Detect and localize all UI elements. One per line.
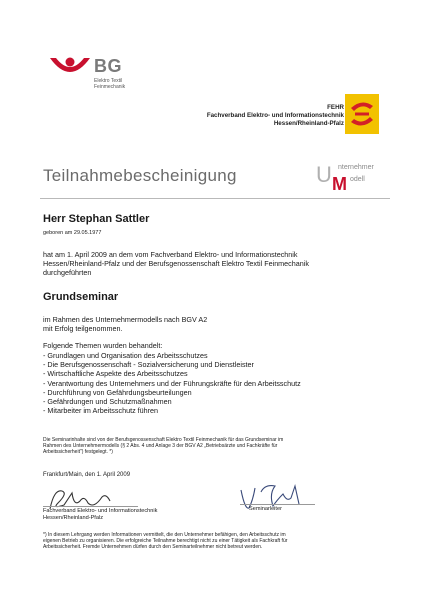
partner-abbrev: FEHR	[327, 104, 344, 111]
footnote	[43, 532, 388, 551]
legal-note-line: Rahmen des Unternehmermodells (§ 2 Abs. 4 und Anlage 3 der BGV A2 „Betriebsärzte und Fachkräfte für	[43, 443, 278, 450]
left-signature-caption	[43, 508, 157, 522]
intro-line: hat am 1. April 2009 an dem vom Fachverband Elektro- und Informationstechnik	[43, 250, 298, 259]
intro-line: durchgeführten	[43, 268, 92, 278]
list-item: - Mitarbeiter im Arbeitsschutz führen	[43, 406, 159, 416]
seminar-line: im Rahmen des Unternehmermodells nach BGV A2	[43, 315, 208, 324]
intro-line: Hessen/Rheinland-Pfalz und der Berufsgenossenschaft Elektro Textil Feinmechanik	[43, 259, 309, 269]
partner-block	[207, 104, 344, 128]
title-divider	[40, 198, 390, 199]
legal-note-line: Arbeitssicherheit") festgelegt. *)	[43, 449, 113, 456]
list-item: - Die Berufsgenossenschaft - Sozialversicherung und Dienstleister	[43, 360, 254, 370]
topics-list	[43, 351, 301, 415]
bg-logo-letters: BG	[94, 56, 122, 76]
right-signature-line	[240, 504, 315, 505]
seminar-paragraph	[43, 315, 393, 333]
list-item: - Durchführung von Gefährdungsbeurteilungen	[43, 387, 192, 397]
list-item: - Grundlagen und Organisation des Arbeitsschutzes	[43, 351, 208, 360]
footnote-line: eigenen Betrieb zu organisieren. Die erfolgreiche Teilnahme berechtigt nicht zu einer Tätigkeit als Fachkraft für	[43, 538, 288, 545]
seminar-heading: Grundseminar	[43, 291, 119, 303]
footnote-line: *) In diesem Lehrgang werden Informationen vermittelt, die den Unternehmer befähigen, den Arbeitsschutz im	[43, 532, 286, 538]
legal-note	[43, 437, 388, 456]
legal-note-line: Die Seminarinhalte sind von der Berufsgenossenschaft Elektro Textil Feinmechanik für das Grundseminar im	[43, 437, 284, 443]
intro-paragraph	[43, 250, 393, 278]
right-signature-caption: Seminarleiter	[249, 506, 282, 512]
recipient-name: Herr Stephan Sattler	[43, 213, 150, 225]
um-letter-m: M	[332, 174, 347, 194]
topics-heading: Folgende Themen wurden behandelt:	[43, 341, 163, 350]
um-word-2: odell	[350, 176, 365, 183]
list-item: - Gefährdungen und Schutzmaßnahmen	[43, 397, 172, 407]
footnote-line: Arbeitssicherheit. Fremde Unternehmen dürfen durch den Seminarteilnehmer nicht betreut werden.	[43, 544, 263, 551]
um-word-1: nternehmer	[338, 164, 374, 171]
recipient-birthdate: geboren am 29.05.1977	[43, 230, 102, 236]
bg-logo-subtitle-1: Elektro Textil	[94, 78, 123, 84]
list-item: - Wirtschaftliche Aspekte des Arbeitsschutzes	[43, 369, 188, 379]
bg-logo-subtitle-2: Feinmechanik	[94, 84, 126, 90]
partner-region: Hessen/Rheinland-Pfalz	[273, 120, 344, 127]
left-signature-line	[43, 506, 138, 507]
seminar-line: mit Erfolg teilgenommen.	[43, 324, 123, 334]
unternehmermodell-logo	[316, 160, 386, 194]
left-caption-line: Fachverband Elektro- und Informationstechnik	[43, 508, 158, 514]
partner-name: Fachverband Elektro- und Informationstechnik	[206, 112, 344, 119]
um-letter-u: U	[316, 162, 332, 187]
fehr-logo-icon	[345, 94, 379, 134]
place-and-date: Frankfurt/Main, den 1. April 2009	[43, 472, 131, 478]
bg-emblem-icon	[48, 56, 92, 84]
bg-logo	[48, 56, 168, 104]
left-caption-line: Hessen/Rheinland-Pfalz	[43, 514, 104, 521]
document-title: Teilnahmebescheinigung	[43, 166, 237, 185]
list-item: - Verantwortung des Unternehmers und der Führungskräfte für den Arbeitsschutz	[43, 378, 301, 388]
